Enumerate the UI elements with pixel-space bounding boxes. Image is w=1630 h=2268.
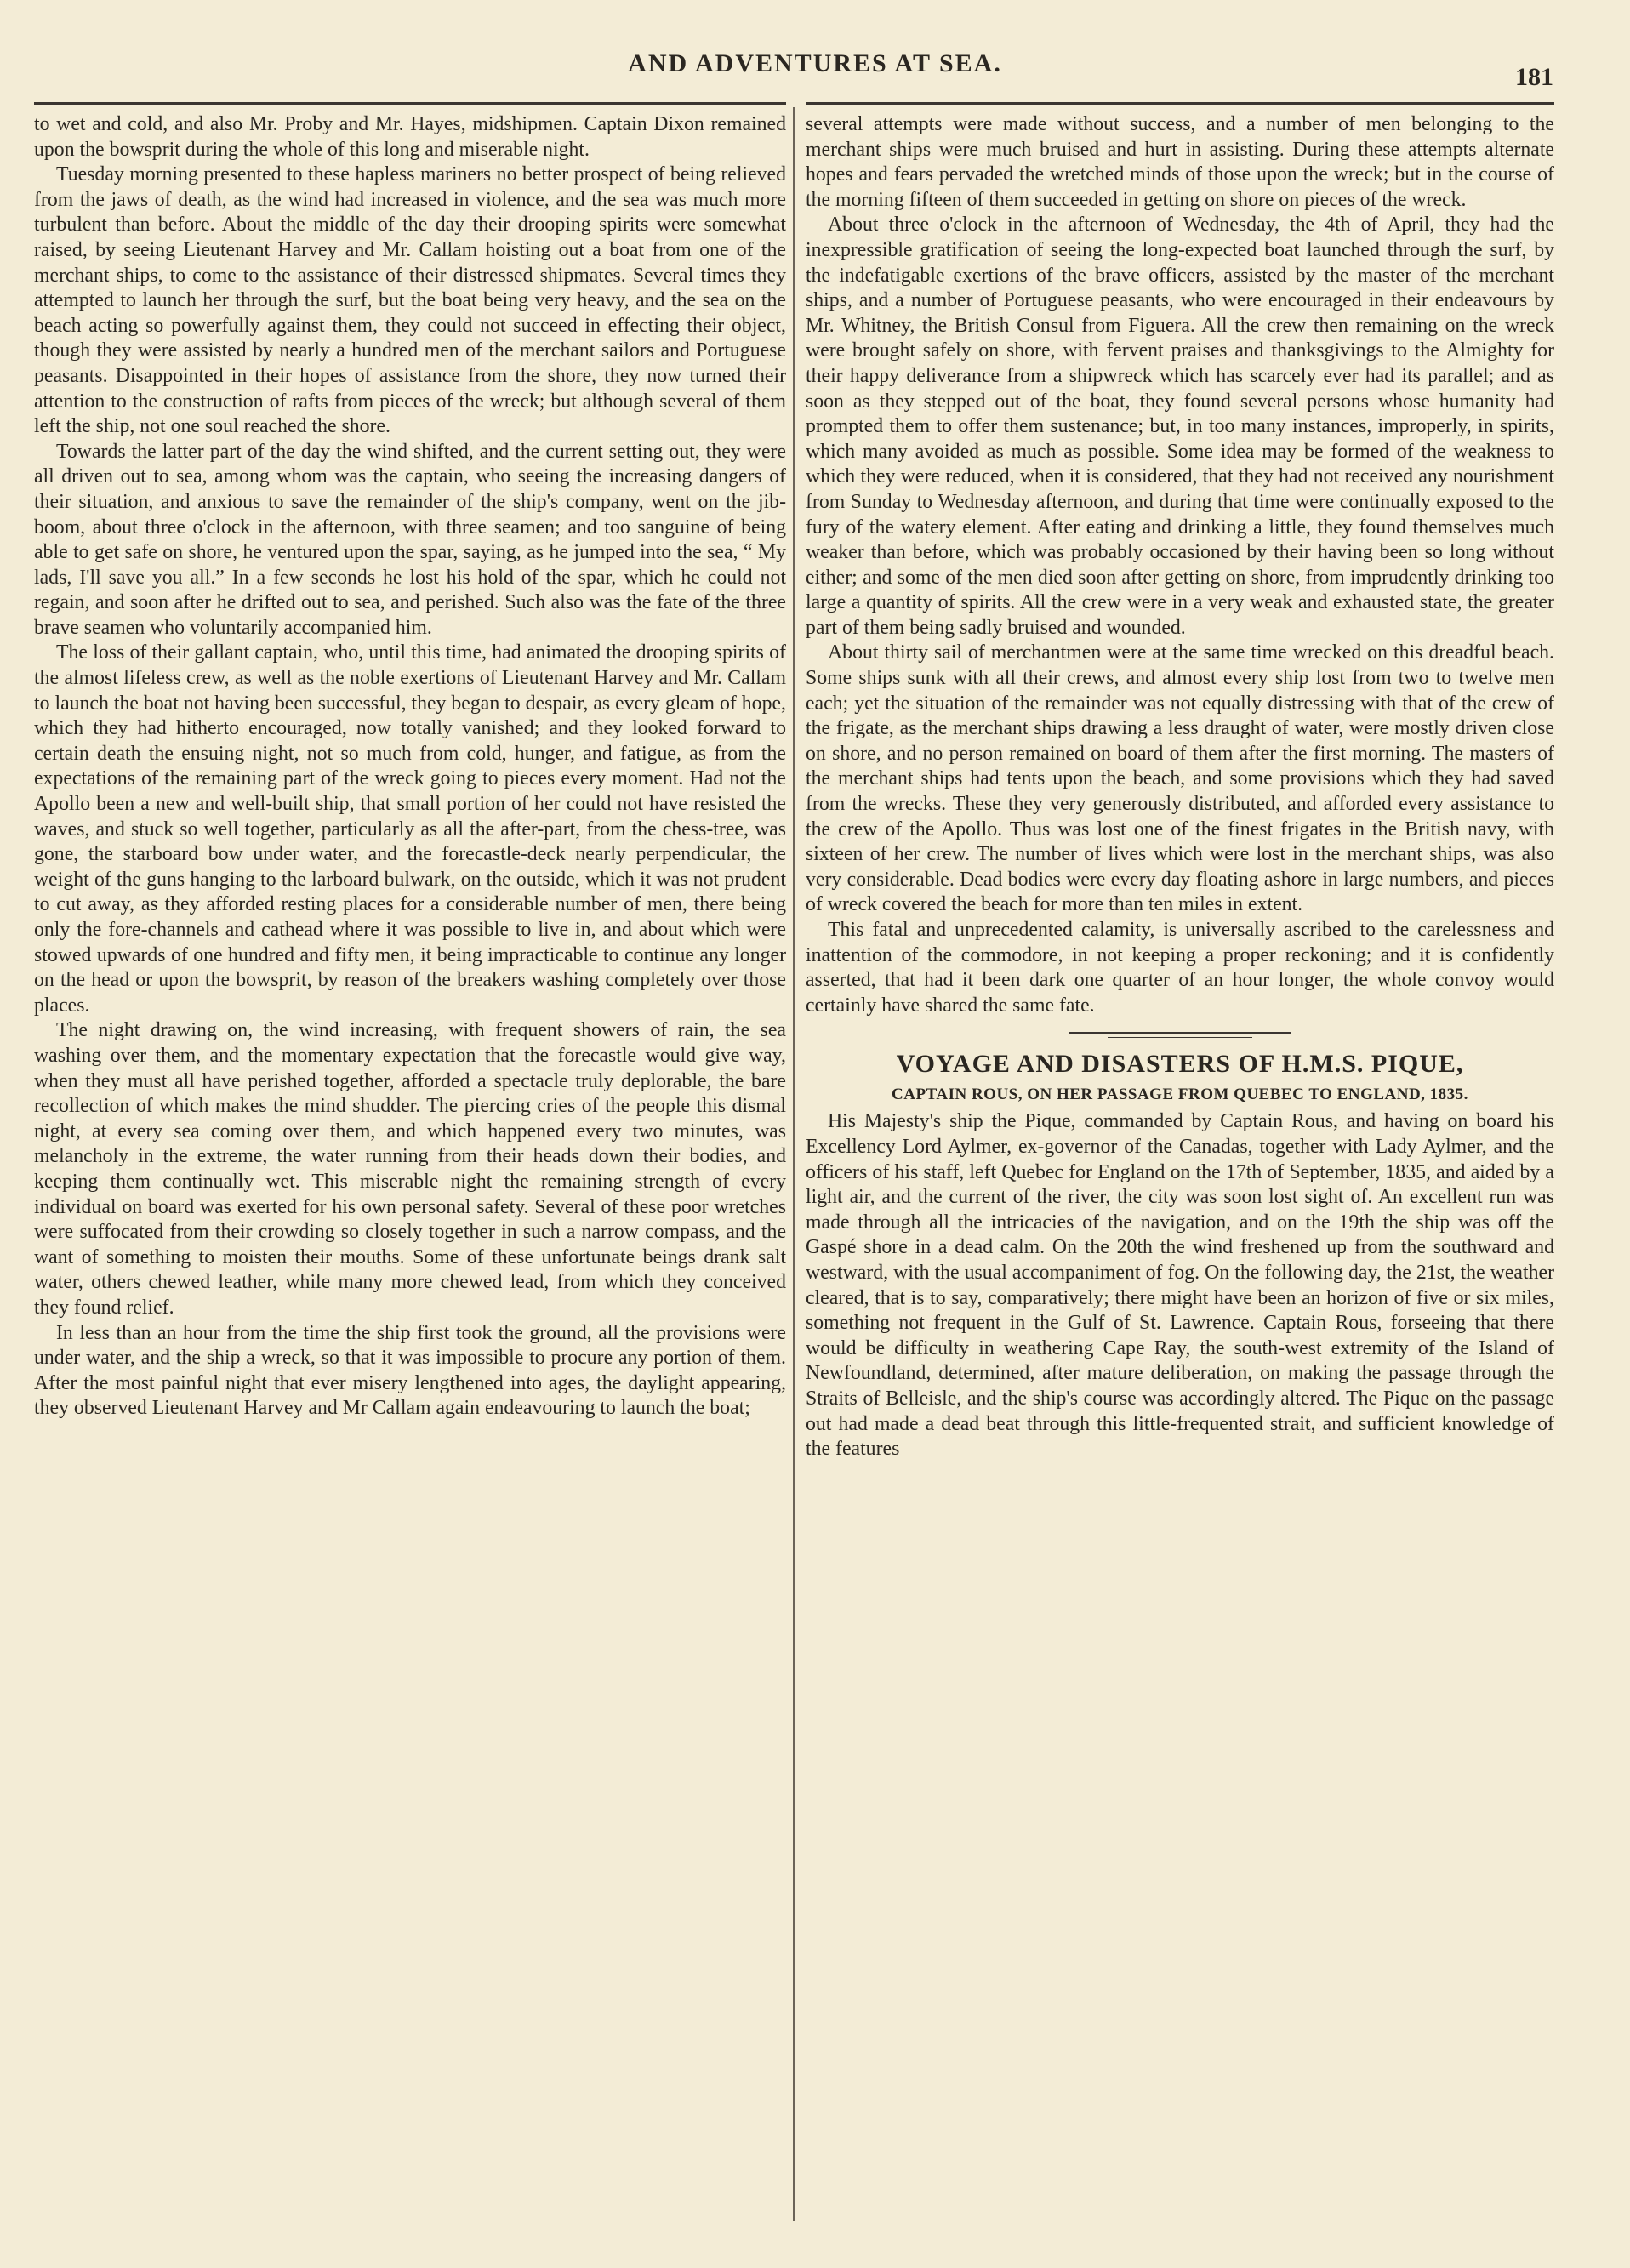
right-column xyxy=(806,112,1554,2222)
header-rule-right xyxy=(806,102,1554,105)
section-rule xyxy=(1069,1032,1291,1034)
paragraph: About three o'clock in the afternoon of Wednesday, the 4th of April, they had the inexpressible gratification of seeing the long-expected boat launched through the surf, by the indefatigable exertions of the brave officers, assisted by the master of the merchant ships, and a number of Portuguese peasants, who were encouraged in their endeavours by Mr. Whitney, the British Consul from Figuera. All the crew then remaining on the wreck were brought safely on shore, with fervent praises and thanksgivings to the Almighty for their happy deliverance from a shipwreck which has scarcely ever had its parallel; and as soon as they stepped out of the boat, they found several persons whose humanity had prompted them to offer them sustenance; but, in too many instances, improperly, in spirits, which many avoided as much as possible. Some idea may be formed of the weakness to which they were reduced, when it is considered, that they had not received any nourishment from Sunday to Wednesday afternoon, and during that time were continually exposed to the fury of the watery element. After eating and drinking a little, they found themselves much weaker than before, which was probably occasioned by their having been so long without either; and some of the men died soon after getting on shore, from imprudently drinking too large a quantity of spirits. All the crew were in a very weak and exhausted state, the greater part of them being sadly bruised and wounded. xyxy=(806,214,1554,639)
paragraph: The loss of their gallant captain, who, until this time, had animated the drooping spirits of the almost lifeless crew, as well as the noble exertions of Lieutenant Harvey and Mr. Callam to launch the boat not having been successful, they began to despair, as every gleam of hope, which they had hitherto encouraged, now totally vanished; and they looked forward to certain death the ensuing night, not so much from cold, hunger, and fatigue, as from the expectations of the remaining part of the wreck going to pieces every moment. Had not the Apollo been a new and well-built ship, that small portion of her could not have resisted the waves, and stuck so well together, particularly as all the after-part, from the chess-tree, was gone, the starboard bow under water, and the forecastle-deck nearly perpendicular, the weight of the guns hanging to the larboard bulwark, on the outside, which it was not prudent to cut away, as they afforded resting places for a considerable number of men, there being only the fore-channels and cathead where it was possible to live in, and about which were stowed upwards of one hundred and fifty men, it being impracticable to continue any longer on the head or upon the bowsprit, by reason of the breakers washing completely over those places. xyxy=(34,641,786,1017)
paragraph: His Majesty's ship the Pique, commanded by Captain Rous, and having on board his Excellency Lord Aylmer, ex-governor of the Canadas, together with Lady Aylmer, and the officers of his staff, left Quebec for England on the 17th of September, 1835, and aided by a light air, and the current of the river, the city was soon lost sight of. An excellent run was made through all the intricacies of the navigation, and on the 19th the ship was off the Gaspé shore in a dead calm. On the 20th the wind freshened up from the southward and westward, with the usual accompaniment of fog. On the following day, the 21st, the weather cleared, that is to say, comparatively; there might have been an horizon of five or six miles, something not frequent in the Gulf of St. Lawrence. Captain Rous, forseeing that there would be difficulty in weathering Cape Ray, the south-west extremity of the Island of Newfoundland, determined, after mature deliberation, on making the passage through the Straits of Belleisle, and the ship's course was accordingly altered. The Pique on the passage out had made a dead beat through this little-frequented strait, and sufficient knowledge of the features xyxy=(806,1110,1554,1461)
paragraph: In less than an hour from the time the ship first took the ground, all the provisions were under water, and the ship a wreck, so that it was impossible to procure any portion of them. After the most painful night that ever misery lengthened into ages, the daylight appearing, they observed Lieutenant Harvey and Mr Callam again endeavouring to launch the boat; xyxy=(34,1321,786,1420)
section-rule-thin xyxy=(1108,1037,1252,1038)
header-rule-left xyxy=(34,102,786,105)
paragraph: Tuesday morning presented to these hapless mariners no better prospect of being relieved from the jaws of death, as the wind had increased in violence, and the sea was much more turbulent than before. About the middle of the day their drooping spirits were somewhat raised, by seeing Lieutenant Harvey and Mr. Callam hoisting out a boat from one of the merchant ships, to come to the assistance of their distressed shipmates. Several times they attempted to launch her through the surf, but the boat being very heavy, and the sea on the beach acting so powerfully against them, they could not succeed in effecting their object, though they were assisted by nearly a hundred men of the merchant sailors and Portuguese peasants. Disappointed in their hopes of assistance from the shore, they now turned their attention to the construction of rafts from pieces of the wreck; but although several of them left the ship, not one soul reached the shore. xyxy=(34,163,786,438)
paragraph: Towards the latter part of the day the wind shifted, and the current setting out, they were all driven out to sea, among whom was the captain, who seeing the increasing dangers of their situation, and anxious to save the remainder of the ship's company, went on the jib-boom, about three o'clock in the afternoon, with three seamen; and too sanguine of being able to get safe on shore, he ventured upon the spar, saying, as he jumped into the sea, “ My lads, I'll save you all.” In a few seconds he lost his hold of the spar, which he could not regain, and soon after he drifted out to sea, and perished. Such also was the fate of the three brave seamen who voluntarily accompanied him. xyxy=(34,440,786,639)
paragraph: several attempts were made without success, and a number of men belonging to the merchant ships were much bruised and hurt in assisting. During these attempts alternate hopes and fears pervaded the wretched minds of those upon the wreck; but in the course of the morning fifteen of them succeeded in getting on shore on pieces of the wreck. xyxy=(806,113,1554,211)
paragraph: to wet and cold, and also Mr. Proby and Mr. Hayes, midshipmen. Captain Dixon remained upon the bowsprit during the whole of this long and miserable night. xyxy=(34,113,786,161)
section-subtitle: CAPTAIN ROUS, ON HER PASSAGE FROM QUEBEC TO ENGLAND, 1835. xyxy=(892,1086,1468,1104)
paragraph: About thirty sail of merchantmen were at the same time wrecked on this dreadful beach. Some ships sunk with all their crews, and almost every ship lost from two to twelve men each; yet the situation of the remainder was not equally distressing with that of the crew of the frigate, as the merchant ships drawing a less draught of water, were mostly driven close on shore, and no person remained on board of them after the first morning. The masters of the merchant ships had tents upon the beach, and some provisions which they had saved from the wrecks. These they very generously distributed, and afforded every assistance to the crew of the Apollo. Thus was lost one of the finest frigates in the British navy, with sixteen of her crew. The number of lives which were lost in the merchant ships, was also very considerable. Dead bodies were every day floating ashore in large numbers, and pieces of wreck covered the beach for more than ten miles in extent. xyxy=(806,641,1554,916)
running-title: AND ADVENTURES AT SEA. xyxy=(628,49,1002,77)
paragraph: This fatal and unprecedented calamity, is universally ascribed to the carelessness and inattention of the commodore, in not keeping a proper reckoning; and it is confidently asserted, that had it been dark one quarter of an hour longer, the whole convoy would certainly have shared the same fate. xyxy=(806,919,1554,1017)
page-number: 181 xyxy=(1515,63,1553,91)
section-title: VOYAGE AND DISASTERS OF H.M.S. PIQUE, xyxy=(896,1050,1464,1079)
left-column xyxy=(34,112,786,2222)
column-divider xyxy=(793,107,795,2221)
paragraph: The night drawing on, the wind increasing, with frequent showers of rain, the sea washing over them, and the momentary expectation that the forecastle would give way, when they must all have perished together, afforded a spectacle truly deplorable, the bare recollection of which makes the mind shudder. The piercing cries of the people this dismal night, at every sea coming over them, and which happened every two minutes, was melancholy in the extreme, the water running from their heads down their bodies, and keeping them continually wet. This miserable night the remaining strength of every individual on board was exerted for his own personal safety. Several of these poor wretches were suffocated from their crowding so closely together in such a narrow compass, and the want of something to moisten their mouths. Some of these unfortunate beings drank salt water, others chewed leather, while many more chewed lead, from which they conceived they found relief. xyxy=(34,1019,786,1319)
